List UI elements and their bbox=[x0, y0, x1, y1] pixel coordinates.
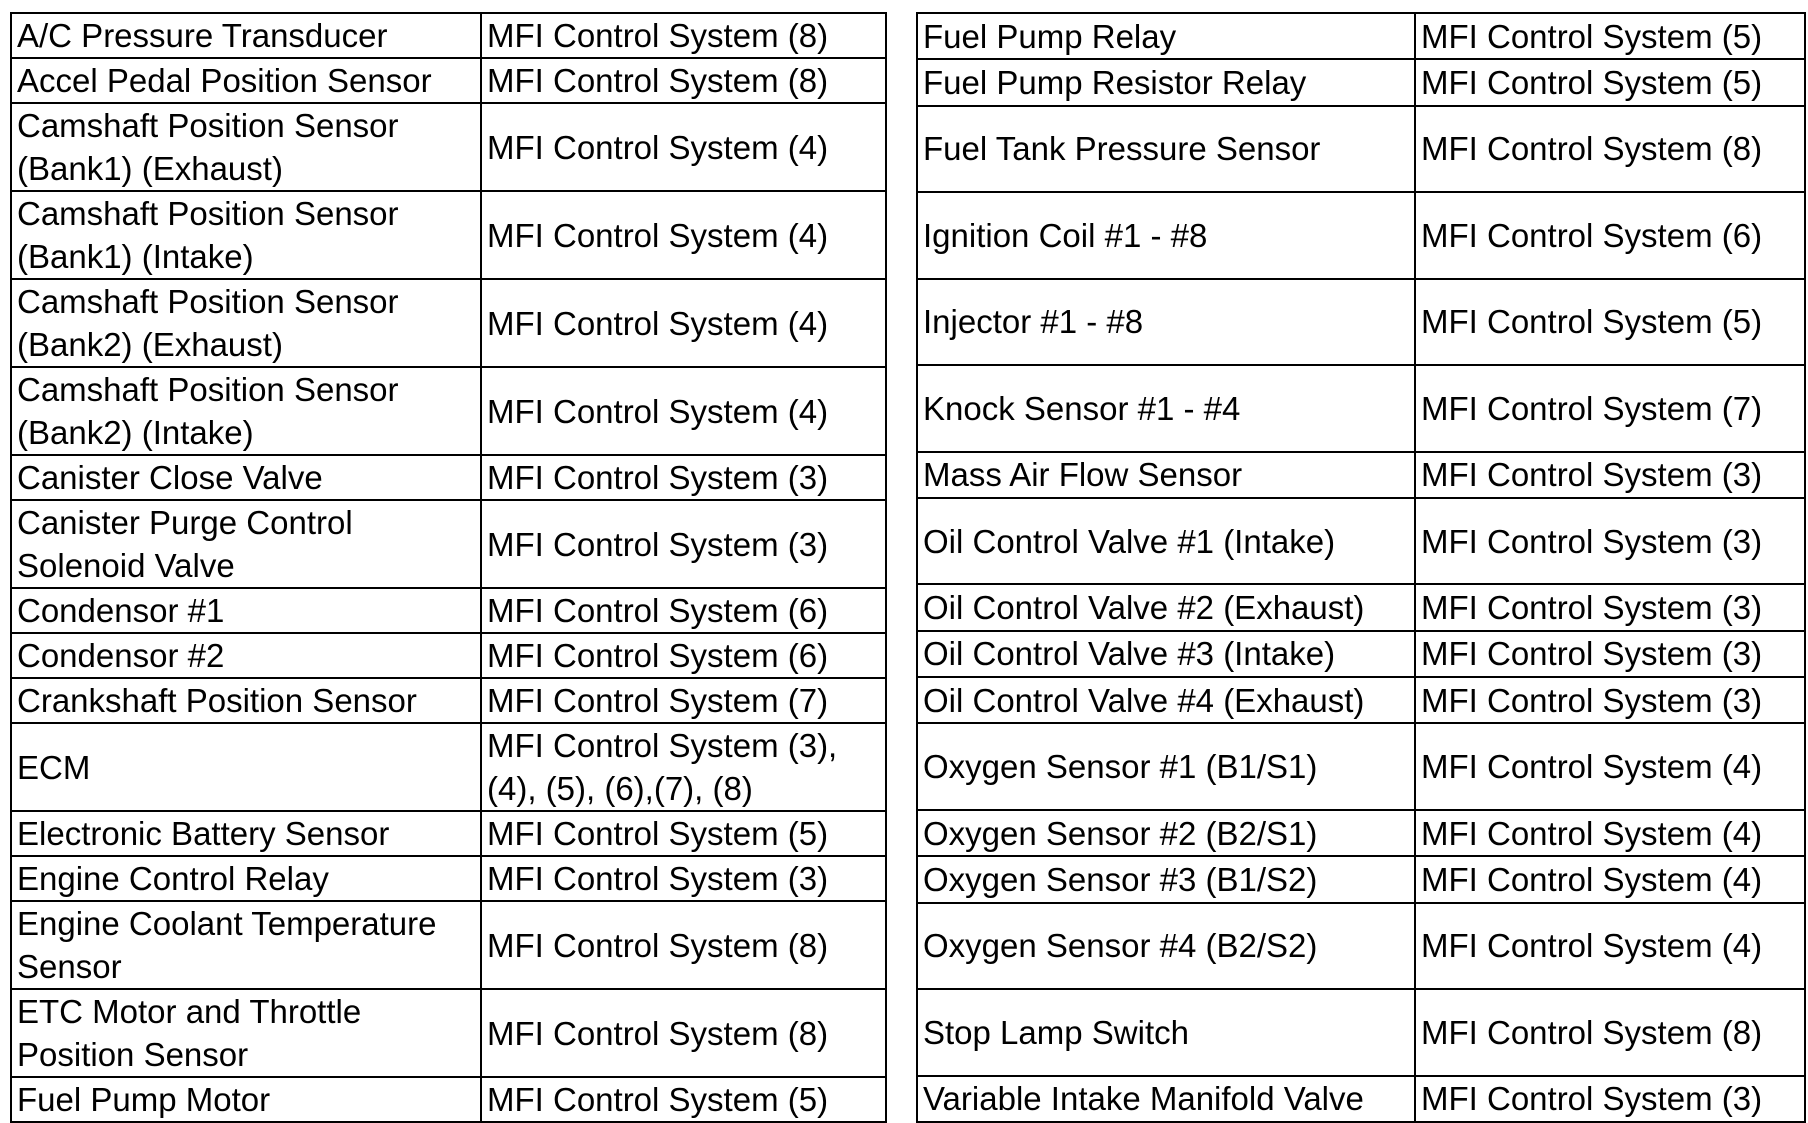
schematic-reference: MFI Control System (5) bbox=[487, 815, 829, 852]
table-row bbox=[917, 498, 1805, 584]
component-name-cell bbox=[917, 1076, 1415, 1123]
schematic-reference: MFI Control System (3) bbox=[487, 459, 829, 496]
component-name-cell bbox=[11, 856, 481, 901]
schematic-reference-cell bbox=[481, 723, 886, 811]
component-name-cell bbox=[917, 677, 1415, 723]
component-name-cell bbox=[917, 810, 1415, 856]
component-name: Oxygen Sensor #3 (B1/S2) bbox=[923, 860, 1318, 898]
schematic-reference-cell bbox=[1415, 498, 1805, 584]
component-name: Crankshaft Position Sensor bbox=[17, 682, 417, 719]
schematic-reference-cell bbox=[481, 633, 886, 678]
component-name: Stop Lamp Switch bbox=[923, 1013, 1189, 1051]
table-row bbox=[917, 59, 1805, 105]
component-name: Oil Control Valve #3 (Intake) bbox=[923, 635, 1336, 673]
table-row bbox=[11, 901, 886, 989]
component-name-cell bbox=[11, 367, 481, 455]
schematic-reference: MFI Control System (8) bbox=[487, 62, 829, 99]
component-name: Fuel Tank Pressure Sensor bbox=[923, 130, 1321, 168]
component-name-cell bbox=[917, 365, 1415, 451]
table-row bbox=[917, 989, 1805, 1075]
schematic-reference-cell bbox=[1415, 452, 1805, 498]
component-name: Camshaft Position Sensor (Bank1) (Intake) bbox=[17, 195, 399, 275]
schematic-reference: MFI Control System (5) bbox=[1421, 303, 1763, 341]
component-name-cell bbox=[917, 192, 1415, 278]
schematic-reference: MFI Control System (3) bbox=[487, 860, 829, 897]
component-name-cell bbox=[11, 588, 481, 633]
table-row bbox=[11, 633, 886, 678]
schematic-reference-cell bbox=[481, 989, 886, 1077]
schematic-reference-cell bbox=[481, 678, 886, 723]
component-name: Camshaft Position Sensor (Bank2) (Intake) bbox=[17, 371, 399, 451]
table-row bbox=[11, 455, 886, 500]
component-name-cell bbox=[917, 279, 1415, 365]
schematic-reference: MFI Control System (4) bbox=[1421, 814, 1763, 852]
schematic-reference: MFI Control System (4) bbox=[1421, 748, 1763, 786]
schematic-reference-cell bbox=[1415, 677, 1805, 723]
schematic-reference: MFI Control System (3) bbox=[1421, 1080, 1763, 1118]
component-name-cell bbox=[11, 103, 481, 191]
table-row bbox=[917, 279, 1805, 365]
schematic-reference: MFI Control System (6) bbox=[1421, 216, 1763, 254]
component-name-cell bbox=[917, 106, 1415, 192]
component-name: Canister Purge Control Solenoid Valve bbox=[17, 504, 353, 584]
schematic-reference-cell bbox=[1415, 13, 1805, 59]
table-row bbox=[11, 191, 886, 279]
schematic-reference-cell bbox=[481, 58, 886, 103]
table-row bbox=[11, 103, 886, 191]
schematic-reference-cell bbox=[1415, 192, 1805, 278]
schematic-reference-cell bbox=[1415, 59, 1805, 105]
schematic-reference-cell bbox=[1415, 856, 1805, 902]
schematic-reference-cell bbox=[481, 901, 886, 989]
schematic-reference-cell bbox=[1415, 365, 1805, 451]
table-row bbox=[11, 588, 886, 633]
component-name-cell bbox=[917, 856, 1415, 902]
schematic-reference-cell bbox=[1415, 1076, 1805, 1123]
component-name: Fuel Pump Motor bbox=[17, 1081, 271, 1118]
table-row bbox=[11, 367, 886, 455]
component-name: Oil Control Valve #4 (Exhaust) bbox=[923, 681, 1365, 719]
component-name: Electronic Battery Sensor bbox=[17, 815, 390, 852]
component-name: Engine Control Relay bbox=[17, 860, 329, 897]
component-name-cell bbox=[917, 13, 1415, 59]
schematic-reference-cell bbox=[481, 811, 886, 856]
table-row bbox=[917, 810, 1805, 856]
component-name: Canister Close Valve bbox=[17, 459, 323, 496]
table-row bbox=[11, 500, 886, 588]
schematic-reference-cell bbox=[1415, 584, 1805, 630]
table-row bbox=[917, 1076, 1805, 1123]
component-name: Camshaft Position Sensor (Bank1) (Exhaust) bbox=[17, 107, 399, 187]
schematic-reference: MFI Control System (3), (4), (5), (6),(7), (8) bbox=[487, 727, 838, 807]
table-row bbox=[11, 723, 886, 811]
schematic-reference: MFI Control System (8) bbox=[1421, 1013, 1763, 1051]
table-row bbox=[917, 452, 1805, 498]
component-name: Condensor #2 bbox=[17, 637, 225, 674]
table-row bbox=[11, 279, 886, 367]
schematic-reference: MFI Control System (8) bbox=[487, 1014, 829, 1052]
component-name: Ignition Coil #1 - #8 bbox=[923, 216, 1208, 254]
component-name: Mass Air Flow Sensor bbox=[923, 456, 1243, 494]
schematic-reference: MFI Control System (5) bbox=[1421, 17, 1763, 55]
schematic-reference: MFI Control System (4) bbox=[487, 304, 829, 342]
component-name: Condensor #1 bbox=[17, 592, 225, 629]
schematic-reference-cell bbox=[481, 455, 886, 500]
table-row bbox=[11, 856, 886, 901]
component-name: Oxygen Sensor #1 (B1/S1) bbox=[923, 748, 1318, 786]
schematic-reference-cell bbox=[1415, 903, 1805, 989]
component-name-cell bbox=[917, 498, 1415, 584]
schematic-reference: MFI Control System (3) bbox=[1421, 522, 1763, 560]
table-row bbox=[917, 13, 1805, 59]
schematic-reference: MFI Control System (6) bbox=[487, 637, 829, 674]
schematic-reference: MFI Control System (4) bbox=[1421, 927, 1763, 965]
table-row bbox=[917, 365, 1805, 451]
schematic-reference-cell bbox=[481, 367, 886, 455]
schematic-reference-cell bbox=[481, 500, 886, 588]
table-row bbox=[917, 106, 1805, 192]
component-name-cell bbox=[11, 13, 481, 58]
schematic-reference: MFI Control System (8) bbox=[487, 926, 829, 964]
schematic-reference: MFI Control System (6) bbox=[487, 592, 829, 629]
component-name: ETC Motor and Throttle Position Sensor bbox=[17, 993, 362, 1073]
component-name: Oxygen Sensor #2 (B2/S1) bbox=[923, 814, 1318, 852]
component-name: Oil Control Valve #1 (Intake) bbox=[923, 522, 1336, 560]
table-row bbox=[11, 989, 886, 1077]
component-name-cell bbox=[917, 903, 1415, 989]
table-row bbox=[917, 677, 1805, 723]
table-row bbox=[917, 192, 1805, 278]
table-row bbox=[11, 58, 886, 103]
component-location-index bbox=[10, 12, 1800, 1123]
table-row bbox=[11, 1077, 886, 1122]
component-name: Engine Coolant Temperature Sensor bbox=[17, 905, 437, 985]
schematic-reference: MFI Control System (5) bbox=[1421, 63, 1763, 101]
schematic-reference: MFI Control System (7) bbox=[487, 682, 829, 719]
table-row bbox=[11, 13, 886, 58]
component-name: Variable Intake Manifold Valve bbox=[923, 1080, 1364, 1118]
component-name-cell bbox=[11, 58, 481, 103]
schematic-reference-cell bbox=[1415, 279, 1805, 365]
schematic-reference: MFI Control System (4) bbox=[1421, 860, 1763, 898]
schematic-reference: MFI Control System (3) bbox=[1421, 456, 1763, 494]
table-body-left bbox=[11, 13, 886, 1122]
component-name-cell bbox=[11, 191, 481, 279]
component-name-cell bbox=[11, 279, 481, 367]
component-name: Accel Pedal Position Sensor bbox=[17, 62, 432, 99]
component-name-cell bbox=[11, 455, 481, 500]
schematic-reference: MFI Control System (3) bbox=[487, 525, 829, 563]
schematic-reference-cell bbox=[481, 856, 886, 901]
component-name-cell bbox=[11, 811, 481, 856]
schematic-reference-cell bbox=[481, 1077, 886, 1122]
component-table-right bbox=[916, 12, 1806, 1123]
schematic-reference: MFI Control System (8) bbox=[1421, 130, 1763, 168]
table-row bbox=[917, 903, 1805, 989]
schematic-reference: MFI Control System (3) bbox=[1421, 681, 1763, 719]
component-name-cell bbox=[917, 59, 1415, 105]
component-name-cell bbox=[11, 989, 481, 1077]
table-row bbox=[917, 856, 1805, 902]
component-name-cell bbox=[11, 633, 481, 678]
table-row bbox=[11, 811, 886, 856]
schematic-reference-cell bbox=[481, 279, 886, 367]
schematic-reference: MFI Control System (7) bbox=[1421, 389, 1763, 427]
component-name: Oil Control Valve #2 (Exhaust) bbox=[923, 589, 1365, 627]
schematic-reference-cell bbox=[481, 191, 886, 279]
component-name: Fuel Pump Resistor Relay bbox=[923, 63, 1307, 101]
schematic-reference: MFI Control System (4) bbox=[487, 128, 829, 166]
schematic-reference: MFI Control System (5) bbox=[487, 1081, 829, 1118]
component-name: Oxygen Sensor #4 (B2/S2) bbox=[923, 927, 1318, 965]
schematic-reference-cell bbox=[1415, 989, 1805, 1075]
schematic-reference-cell bbox=[1415, 810, 1805, 856]
component-name-cell bbox=[11, 678, 481, 723]
component-table-left bbox=[10, 12, 887, 1123]
component-name: A/C Pressure Transducer bbox=[17, 17, 388, 54]
schematic-reference-cell bbox=[1415, 723, 1805, 809]
component-name: Camshaft Position Sensor (Bank2) (Exhaust) bbox=[17, 283, 399, 363]
component-name-cell bbox=[917, 584, 1415, 630]
schematic-reference-cell bbox=[481, 13, 886, 58]
table-body-right bbox=[917, 13, 1805, 1122]
component-name-cell bbox=[11, 1077, 481, 1122]
schematic-reference-cell bbox=[1415, 631, 1805, 677]
schematic-reference: MFI Control System (3) bbox=[1421, 635, 1763, 673]
table-row bbox=[917, 631, 1805, 677]
component-name-cell bbox=[11, 723, 481, 811]
schematic-reference: MFI Control System (4) bbox=[487, 216, 829, 254]
schematic-reference: MFI Control System (8) bbox=[487, 17, 829, 54]
component-name: Injector #1 - #8 bbox=[923, 303, 1144, 341]
schematic-reference: MFI Control System (4) bbox=[487, 392, 829, 430]
component-name-cell bbox=[917, 723, 1415, 809]
component-name: Fuel Pump Relay bbox=[923, 17, 1177, 55]
component-name-cell bbox=[11, 901, 481, 989]
schematic-reference: MFI Control System (3) bbox=[1421, 589, 1763, 627]
schematic-reference-cell bbox=[1415, 106, 1805, 192]
component-name: Knock Sensor #1 - #4 bbox=[923, 389, 1241, 427]
component-name-cell bbox=[917, 631, 1415, 677]
schematic-reference-cell bbox=[481, 588, 886, 633]
component-name-cell bbox=[917, 452, 1415, 498]
component-name-cell bbox=[917, 989, 1415, 1075]
table-row bbox=[917, 723, 1805, 809]
schematic-reference-cell bbox=[481, 103, 886, 191]
table-row bbox=[917, 584, 1805, 630]
component-name: ECM bbox=[17, 748, 91, 786]
table-row bbox=[11, 678, 886, 723]
component-name-cell bbox=[11, 500, 481, 588]
